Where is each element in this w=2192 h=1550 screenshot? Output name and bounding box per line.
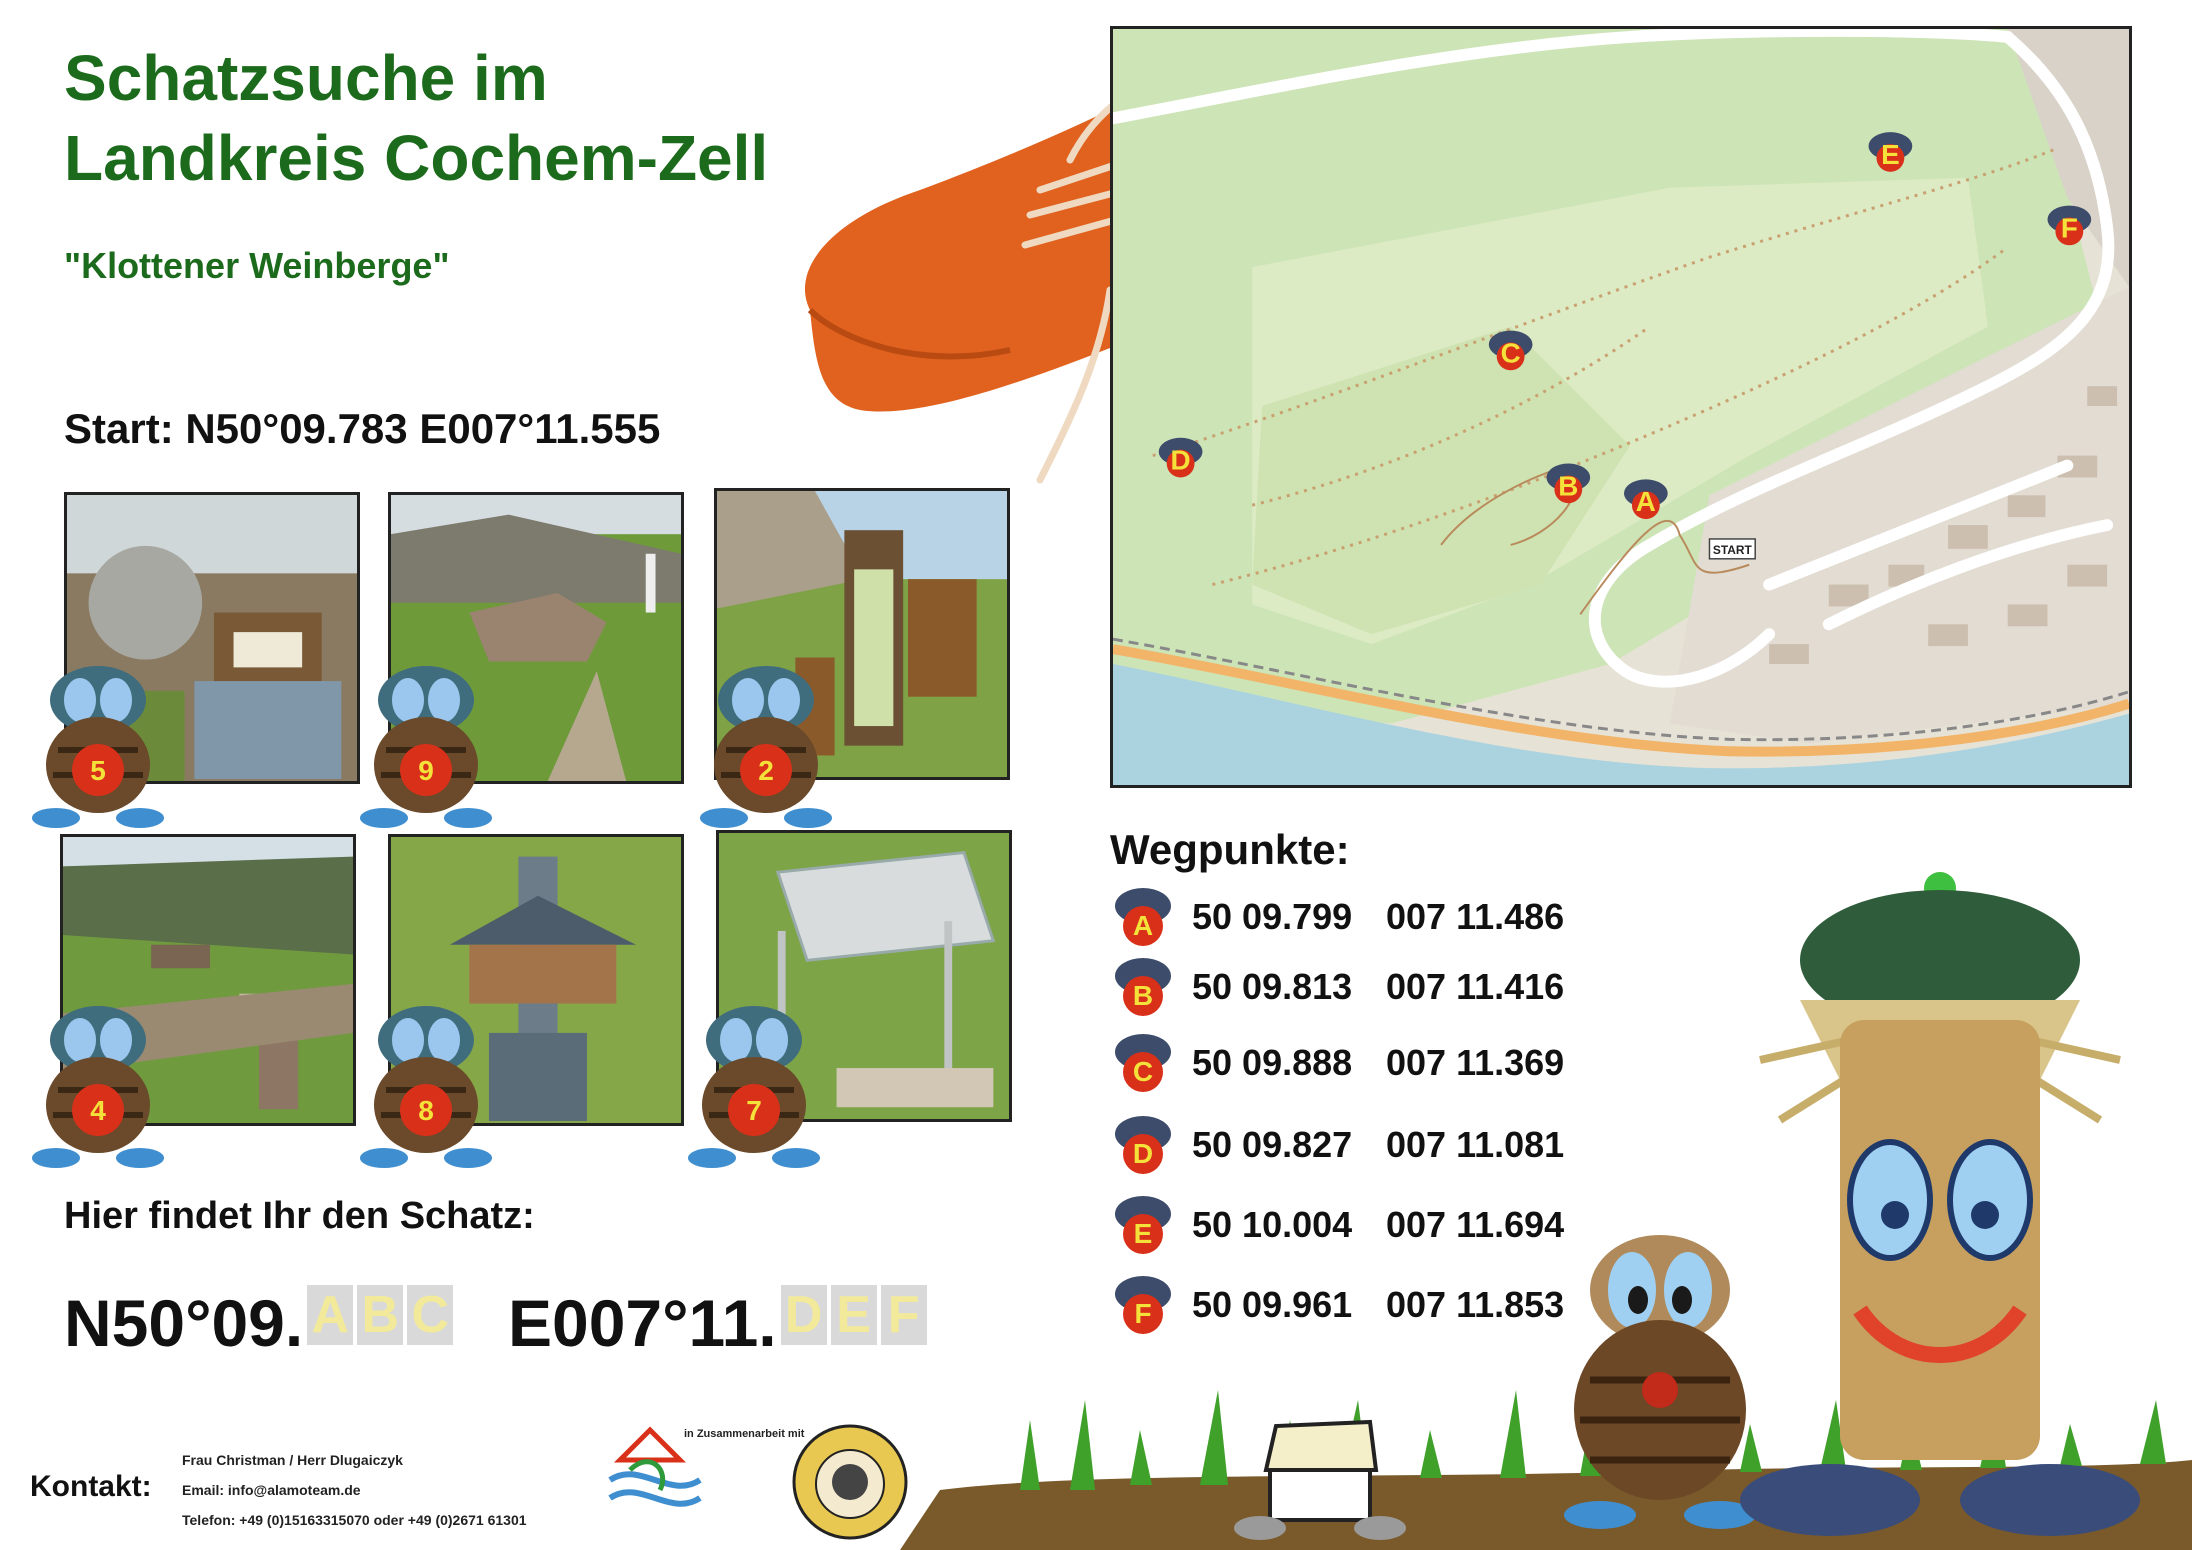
station-number-4: 4 (90, 1095, 106, 1126)
partner-badge-logo (790, 1422, 910, 1542)
waypoint-d-lat: 50 09.827 (1192, 1124, 1353, 1165)
subtitle: "Klottener Weinberge" (64, 245, 450, 286)
treasure-slot-c: C (407, 1285, 453, 1345)
station-number-8: 8 (418, 1095, 434, 1126)
contact-email[interactable]: Email: info@alamoteam.de (182, 1482, 361, 1498)
waypoint-b-icon (1108, 954, 1178, 1024)
title-line-1: Schatzsuche im (64, 42, 548, 114)
station-number-5: 5 (90, 755, 106, 786)
station-number-7: 7 (746, 1095, 762, 1126)
svg-text:C: C (1500, 337, 1521, 369)
svg-text:D: D (1170, 444, 1191, 476)
waypoint-e-letter: E (1133, 1218, 1153, 1249)
treasure-north-coordinate (64, 1285, 453, 1361)
waypoint-f-icon (1108, 1272, 1178, 1342)
waypoint-b-lat: 50 09.813 (1192, 966, 1353, 1007)
waypoint-c-letter: C (1132, 1056, 1154, 1087)
treasure-east-prefix: E007°11. (508, 1286, 777, 1360)
contact-phone[interactable]: Telefon: +49 (0)15163315070 oder +49 (0)2671 61301 (182, 1512, 527, 1528)
map-canvas (1113, 29, 2129, 785)
waypoint-d-icon (1108, 1112, 1178, 1182)
station-bug-8 (356, 1000, 496, 1170)
treasure-slot-f: F (881, 1285, 927, 1345)
svg-text:F: F (2060, 212, 2078, 244)
waypoints-title: Wegpunkte: (1110, 826, 1350, 873)
waypoint-a-letter: A (1132, 910, 1154, 941)
waypoint-a-lon: 007 11.486 (1386, 896, 1565, 937)
contact-names: Frau Christman / Herr Dlugaiczyk (182, 1452, 403, 1468)
trail-map[interactable] (1110, 26, 2132, 788)
station-bug-5 (28, 660, 168, 830)
waypoint-e-lat: 50 10.004 (1192, 1204, 1353, 1245)
start-coordinates: Start: N50°09.783 E007°11.555 (64, 405, 661, 452)
treasure-slot-b: B (357, 1285, 403, 1345)
treasure-label: Hier findet Ihr den Schatz: (64, 1195, 535, 1237)
waypoint-f-letter: F (1134, 1298, 1152, 1329)
waypoint-c-lat: 50 09.888 (1192, 1042, 1353, 1083)
treasure-slot-a: A (307, 1285, 353, 1345)
waypoint-f-lon: 007 11.853 (1386, 1284, 1565, 1325)
waypoint-c-icon (1108, 1030, 1178, 1100)
station-bug-7 (684, 1000, 824, 1170)
waypoint-c-lon: 007 11.369 (1386, 1042, 1565, 1083)
svg-text:E: E (1881, 138, 1900, 170)
title-line-2: Landkreis Cochem-Zell (64, 122, 769, 194)
map-start-label: START (1712, 542, 1752, 557)
contact-label: Kontakt: (30, 1470, 152, 1503)
station-bug-4 (28, 1000, 168, 1170)
waypoint-e-icon (1108, 1192, 1178, 1262)
treasure-slot-d: D (781, 1285, 827, 1345)
treasure-east-coordinate (508, 1285, 927, 1361)
waypoint-f-lat: 50 09.961 (1192, 1284, 1353, 1325)
waypoint-b-letter: B (1132, 980, 1154, 1011)
station-number-9: 9 (418, 755, 434, 786)
wooden-log-mascot (1720, 870, 2160, 1550)
collaboration-note: in Zusammenarbeit mit (684, 1428, 805, 1440)
station-bug-2 (696, 660, 836, 830)
station-number-2: 2 (758, 755, 774, 786)
waypoint-d-letter: D (1132, 1138, 1154, 1169)
waypoint-a-lat: 50 09.799 (1192, 896, 1353, 937)
page-title (64, 38, 768, 198)
treasure-north-prefix: N50°09. (64, 1286, 304, 1360)
waypoint-b-lon: 007 11.416 (1386, 966, 1565, 1007)
station-bug-9 (356, 660, 496, 830)
svg-text:A: A (1635, 486, 1656, 518)
svg-text:B: B (1558, 470, 1579, 502)
treasure-slot-e: E (831, 1285, 877, 1345)
waypoint-e-lon: 007 11.694 (1386, 1204, 1565, 1245)
waypoint-d-lon: 007 11.081 (1386, 1124, 1565, 1165)
waypoint-a-icon (1108, 884, 1178, 954)
